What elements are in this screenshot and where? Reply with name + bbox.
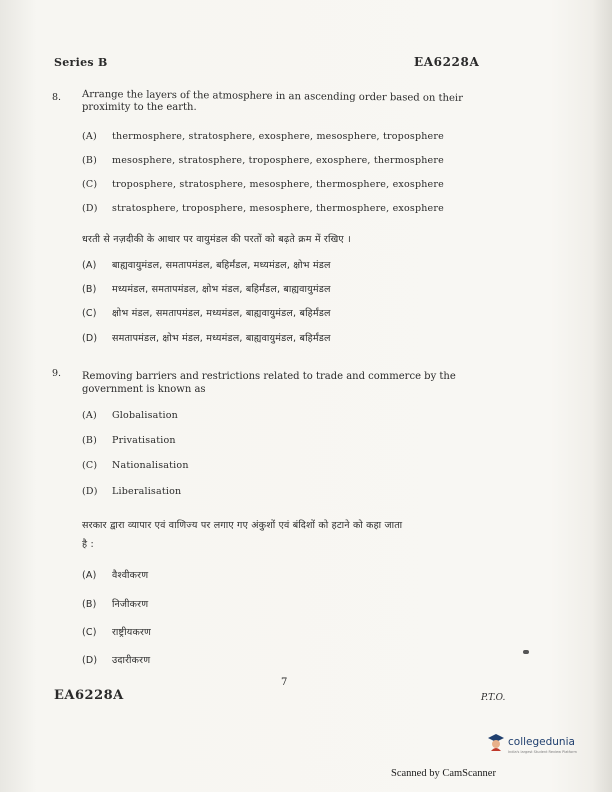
q9-hindi-line2: है : bbox=[82, 539, 94, 550]
option-label: (B) bbox=[82, 435, 97, 446]
option-text: troposphere, stratosphere, mesosphere, thermosphere, exosphere bbox=[112, 179, 444, 190]
q8-hindi-option-d bbox=[82, 331, 331, 344]
camscanner-watermark: Scanned by CamScanner bbox=[391, 768, 496, 779]
option-label: (C) bbox=[82, 627, 97, 638]
option-text: वैश्वीकरण bbox=[112, 570, 149, 581]
option-label: (A) bbox=[82, 570, 97, 581]
option-label: (A) bbox=[82, 410, 97, 421]
page-number: 7 bbox=[281, 677, 288, 688]
q8-hindi-option-a bbox=[82, 258, 331, 271]
pto-label: P.T.O. bbox=[481, 693, 506, 703]
option-label: (C) bbox=[82, 460, 98, 471]
q8-hindi-question: धरती से नज़दीकी के आधार पर वायुमंडल की परतों को बढ़ते क्रम में रखिए । bbox=[82, 234, 351, 245]
paper-code-footer: EA6228A bbox=[54, 688, 124, 703]
question-8-line1: Arrange the layers of the atmosphere in an ascending order based on their bbox=[81, 89, 463, 104]
option-text: Globalisation bbox=[112, 410, 179, 421]
option-text: समतापमंडल, क्षोभ मंडल, मध्यमंडल, बाह्यवायुमंडल, बहिर्मंडल bbox=[112, 333, 331, 344]
q9-option-a bbox=[82, 410, 178, 421]
q9-option-d bbox=[82, 486, 181, 497]
q9-option-c bbox=[82, 460, 189, 471]
question-8-line2: proximity to the earth. bbox=[82, 102, 197, 113]
option-text: Nationalisation bbox=[112, 460, 189, 471]
option-label: (D) bbox=[82, 333, 98, 344]
option-label: (D) bbox=[82, 486, 98, 497]
option-label: (D) bbox=[82, 655, 98, 666]
option-label: (C) bbox=[82, 179, 98, 190]
q8-option-d bbox=[82, 203, 444, 214]
q8-option-c bbox=[82, 179, 444, 190]
option-label: (B) bbox=[82, 284, 97, 295]
option-label: (B) bbox=[82, 155, 97, 166]
option-text: stratosphere, troposphere, mesosphere, thermosphere, exosphere bbox=[112, 203, 444, 214]
option-text: मध्यमंडल, समतापमंडल, क्षोभ मंडल, बहिर्मंडल, बाह्यवायुमंडल bbox=[112, 284, 331, 295]
q8-option-b bbox=[82, 155, 444, 166]
q9-hindi-option-a bbox=[82, 568, 148, 581]
question-9-line1: Removing barriers and restrictions related to trade and commerce by the bbox=[82, 371, 456, 382]
q9-option-b bbox=[82, 435, 176, 446]
question-9-number: 9. bbox=[52, 368, 62, 379]
scan-mark bbox=[523, 650, 529, 654]
option-text: उदारीकरण bbox=[112, 655, 151, 666]
series-label: Series B bbox=[54, 56, 108, 69]
option-text: Liberalisation bbox=[112, 486, 182, 497]
graduate-icon bbox=[487, 733, 505, 751]
option-label: (A) bbox=[82, 260, 97, 271]
page-shadow bbox=[592, 0, 612, 792]
logo-subtext: India's largest Student Review Platform bbox=[508, 750, 577, 754]
collegedunia-logo bbox=[487, 733, 575, 751]
option-label: (D) bbox=[82, 203, 98, 214]
paper-code-header: EA6228A bbox=[414, 55, 480, 69]
option-label: (B) bbox=[82, 599, 97, 610]
option-label: (A) bbox=[82, 131, 97, 142]
option-text: बाह्यवायुमंडल, समतापमंडल, बहिर्मंडल, मध्यमंडल, क्षोभ मंडल bbox=[112, 260, 331, 271]
q8-hindi-option-c bbox=[82, 306, 331, 319]
q9-hindi-option-c bbox=[82, 625, 151, 638]
option-text: क्षोभ मंडल, समतापमंडल, मध्यमंडल, बाह्यवायुमंडल, बहिर्मंडल bbox=[112, 308, 331, 319]
logo-text: collegedunia bbox=[508, 736, 575, 748]
option-text: mesosphere, stratosphere, troposphere, exosphere, thermosphere bbox=[112, 155, 444, 166]
option-text: राष्ट्रीयकरण bbox=[112, 627, 152, 638]
q9-hindi-option-b bbox=[82, 597, 148, 610]
q8-hindi-option-b bbox=[82, 282, 331, 295]
q8-option-a bbox=[82, 131, 444, 142]
option-label: (C) bbox=[82, 308, 97, 319]
q9-hindi-option-d bbox=[82, 653, 150, 666]
q9-hindi-line1: सरकार द्वारा व्यापार एवं वाणिज्य पर लगाए गए अंकुशों एवं बंदिशों को हटाने को कहा जाता bbox=[82, 520, 403, 531]
option-text: thermosphere, stratosphere, exosphere, mesosphere, troposphere bbox=[112, 131, 444, 142]
question-8-number: 8. bbox=[52, 92, 62, 103]
option-text: निजीकरण bbox=[112, 599, 149, 610]
question-9-line2: government is known as bbox=[82, 384, 206, 395]
option-text: Privatisation bbox=[112, 435, 176, 446]
